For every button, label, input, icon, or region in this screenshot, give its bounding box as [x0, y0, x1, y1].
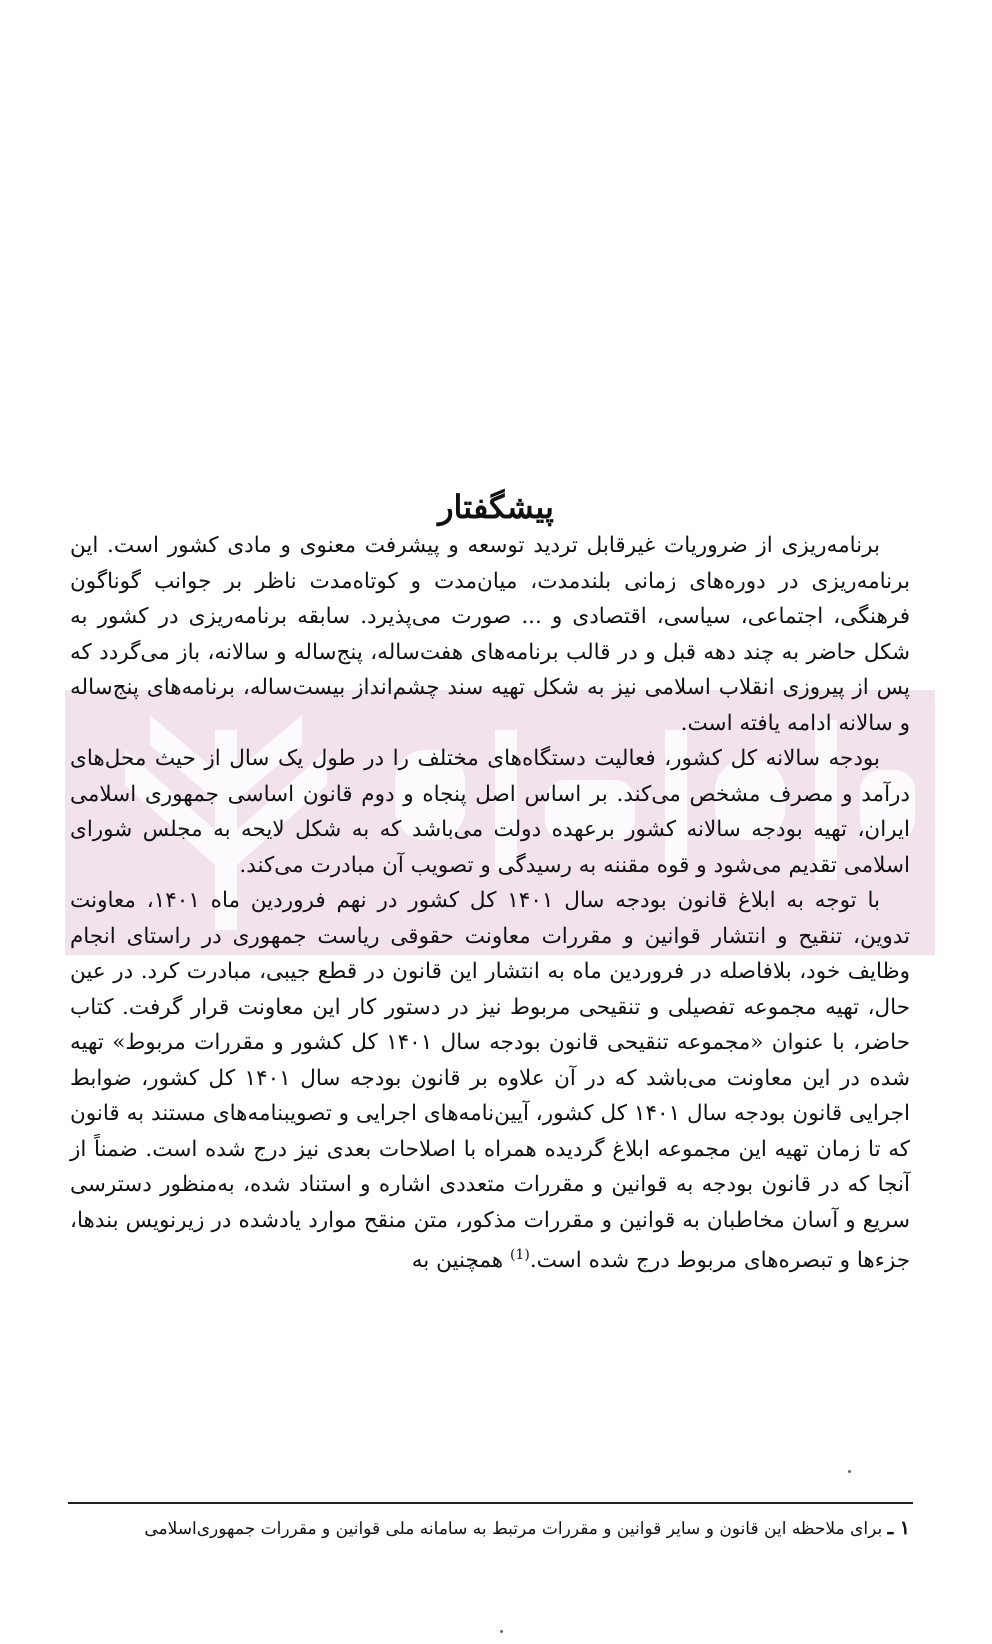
footnote-number: ۱ ـ [887, 1517, 910, 1539]
footnote-reference: (1) [509, 1247, 530, 1263]
paragraph-tail: همچنین به [411, 1248, 504, 1274]
paragraph-3-text: با توجه به ابلاغ قانون بودجه سال ۱۴۰۱ کل کشور در نهم فروردین ماه ۱۴۰۱، معاونت تدوین، تنقیح و انتشار قوانین و مقررات معاونت حقوقی ریاست جمهوری در راستای انجام وظایف خود، بلافاصله در فروردین ماه به انتشار این قانون در قطع جیبی، مبادرت کرد. در عین حال، تهیه مجموعه تفصیلی و تنقیحی مربوط نیز در دستور کار این معاونت قرار گرفت. کتاب حاضر، با عنوان «مجموعه تنقیحی قانون بودجه سال ۱۴۰۱ کل کشور و مقررات مربوط» تهیه شده در این معاونت می‌باشد که در آن علاوه بر قانون بودجه سال ۱۴۰۱ کل کشور، ضوابط اجرایی قانون بودجه سال ۱۴۰۱ کل کشور، آیین‌نامه‌های اجرایی و تصویبنامه‌های مستند به قانون که تا زمان تهیه این مجموعه ابلاغ گردیده همراه با اصلاحات بعدی نیز درج شده است. ضمناً از آنجا که در قانون بودجه به قوانین و مقررات متعددی اشاره و استناد شده، به‌منظور دسترسی سریع و آسان مخاطبان به قوانین و مقررات مذکور، متن منقح موارد یادشده در زیرنویس بندها، جزءها و تبصره‌های مربوط درج شده است. [70, 888, 911, 1274]
paragraph-1: برنامه‌ریزی از ضروریات غیرقابل تردید توسعه و پیشرفت معنوی و مادی کشور است. این برنامه‌ریزی در دوره‌های زمانی بلندمدت، میان‌مدت و کوتاه‌مدت ناظر بر جوانب گوناگون فرهنگی، اجتماعی، سیاسی، اقتصادی و ... صورت می‌پذیرد. سابقه برنامه‌ریزی در کشور به شکل حاضر به چند دهه قبل و در قالب برنامه‌های هفت‌ساله، پنج‌ساله و سالانه، باز می‌گردد که پس از پیروزی انقلاب اسلامی نیز به شکل تهیه سند چشم‌انداز بیست‌ساله، برنامه‌های پنج‌ساله و سالانه ادامه یافته است. [70, 533, 910, 736]
print-speck [848, 1470, 851, 1473]
paragraph-3 [70, 883, 910, 1279]
paragraph-2: بودجه سالانه کل کشور، فعالیت دستگاه‌های مختلف را در طول یک سال از حیث محل‌های درآمد و مصرف مشخص می‌کند. بر اساس اصل پنجاه و دوم قانون اساسی جمهوری اسلامی ایران، تهیه بودجه سالانه کشور برعهده دولت می‌باشد که به شکل لایحه به مجلس شورای اسلامی تقدیم می‌شود و قوه مقننه به رسیدگی و تصویب آن مبادرت می‌کند. [70, 746, 910, 878]
footnote-text: برای ملاحظه این قانون و سایر قوانین و مقررات مرتبط به سامانه ملی قوانین و مقررات جمهوری‌اسلامی [144, 1519, 883, 1539]
print-speck [500, 1630, 503, 1633]
page-title: پیشگفتار [438, 488, 554, 526]
body-text [70, 528, 910, 1279]
footnote-divider [68, 1502, 913, 1504]
footnote [70, 1514, 910, 1543]
